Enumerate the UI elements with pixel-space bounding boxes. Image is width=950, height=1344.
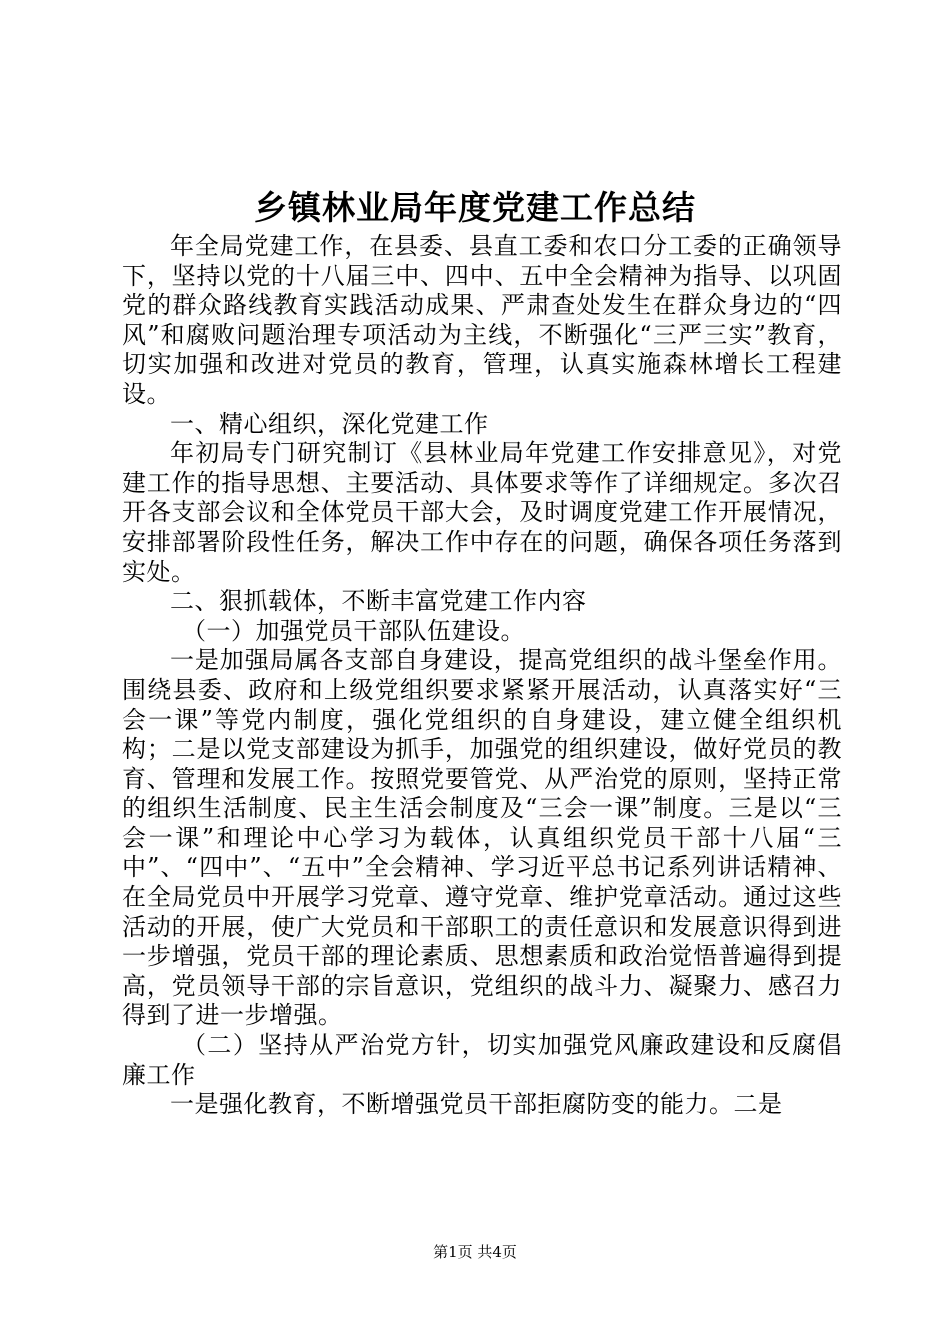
subsection-heading-1: （一）加强党员干部队伍建设。 <box>182 616 525 645</box>
section-heading-2: 二、狠抓载体，不断丰富党建工作内容 <box>170 587 587 616</box>
subsection-2-paragraph: 一是强化教育，不断增强党员干部拒腐防变的能力。二是 <box>170 1090 783 1119</box>
subsection-1-paragraph: 一是加强局属各支部自身建设，提高党组织的战斗堡垒作用。围绕县委、政府和上级党组织要求紧紧开展活动，认真落实好“三会一课”等党内制度，强化党组织的自身建设，建立健全组织机构；二是以党支部建设为抓手，加强党的组织建设，做好党员的教育、管理和发展工作。按照党要管党、从严治党的原则，坚持正常的组织生活制度、民主生活会制度及“三会一课”制度。三是以“三会一课”和理论中心学习为载体，认真组织党员干部十八届“三中”、“四中”、“五中”全会精神、学习近平总书记系列讲话精神、在全局党员中开展学习党章、遵守党章、维护党章活动。通过这些活动的开展，使广大党员和干部职工的责任意识和发展意识得到进一步增强，党员干部的理论素质、思想素质和政治觉悟普遍得到提高，党员领导干部的宗旨意识，党组织的战斗力、凝聚力、感召力得到了进一步增强。 <box>122 646 842 1030</box>
document-title: 乡镇林业局年度党建工作总结 <box>254 188 696 227</box>
intro-paragraph: 年全局党建工作，在县委、县直工委和农口分工委的正确领导下，坚持以党的十八届三中、四中、五中全会精神为指导、以巩固党的群众路线教育实践活动成果、严肃查处发生在群众身边的“四风”和腐败问题治理专项活动为主线，不断强化“三严三实”教育，切实加强和改进对党员的教育，管理，认真实施森林增长工程建设。 <box>122 232 842 408</box>
subsection-heading-2: （二）坚持从严治党方针，切实加强党风廉政建设和反腐倡廉工作 <box>122 1031 842 1089</box>
section-1-paragraph: 年初局专门研究制订《县林业局年党建工作安排意见》，对党建工作的指导思想、主要活动、具体要求等作了详细规定。多次召开各支部会议和全体党员干部大会，及时调度党建工作开展情况，安排部署阶段性任务，解决工作中存在的问题，确保各项任务落到实处。 <box>122 439 842 586</box>
document-body <box>122 232 842 1120</box>
section-heading-1: 一、精心组织，深化党建工作 <box>170 409 489 438</box>
page-footer: 第1页 共4页 <box>433 1243 517 1261</box>
